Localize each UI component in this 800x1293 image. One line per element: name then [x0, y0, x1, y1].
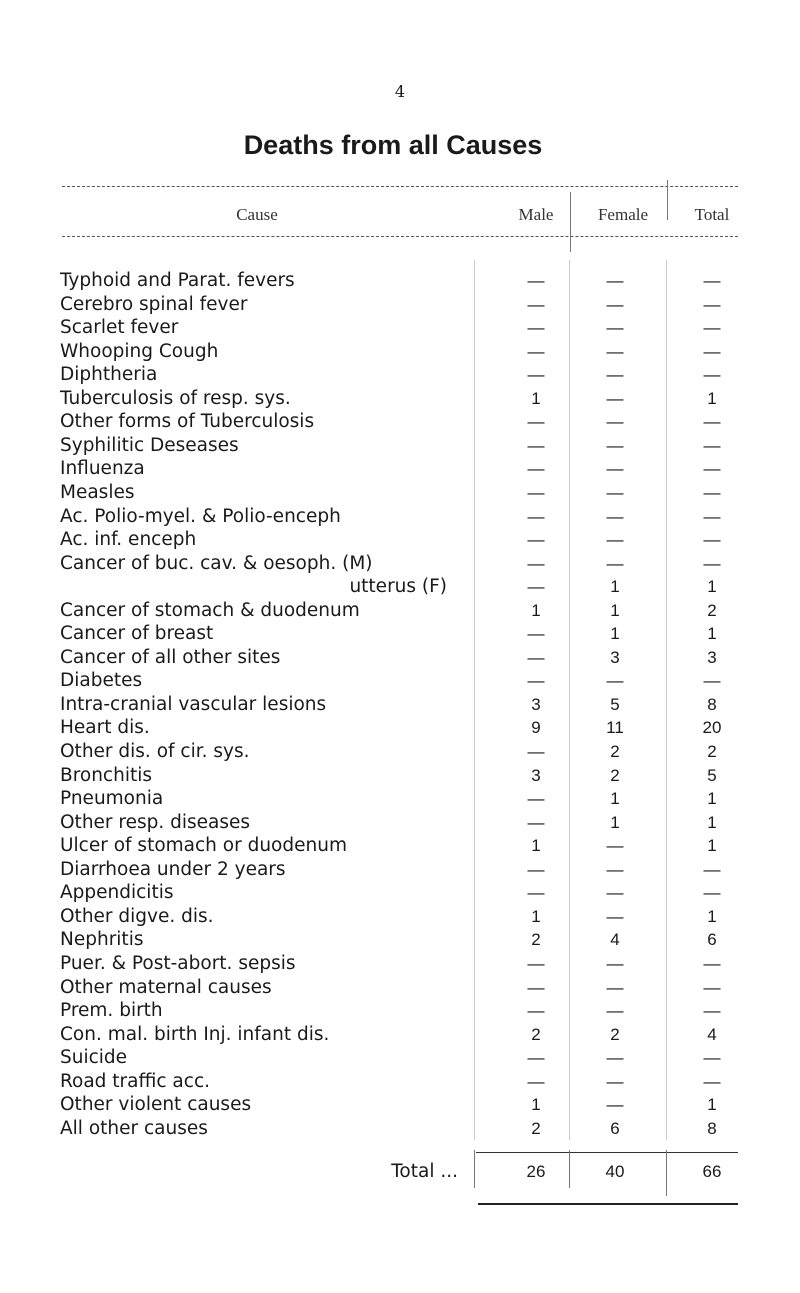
total-count: —: [703, 530, 721, 550]
total-count: —: [703, 506, 721, 526]
table-row: [0, 411, 800, 433]
totals-label: Total ...: [391, 1161, 458, 1182]
total-count: —: [703, 341, 721, 361]
female-count: —: [606, 836, 624, 856]
header-total: Total: [694, 205, 730, 224]
male-count: —: [527, 577, 545, 597]
female-count: 1: [610, 600, 620, 620]
male-count: 3: [531, 765, 541, 785]
cause-label: Other violent causes: [60, 1094, 252, 1116]
total-count: 1: [707, 388, 717, 408]
male-count: —: [527, 459, 545, 479]
cause-label: Other digve. dis.: [60, 905, 214, 927]
total-count: —: [703, 883, 721, 903]
table-row: [0, 647, 800, 669]
totals-top-rule: [476, 1152, 738, 1153]
table-row: [0, 670, 800, 692]
female-count: —: [606, 482, 624, 502]
female-count: —: [606, 318, 624, 338]
table-row: [0, 1000, 800, 1022]
male-count: —: [527, 883, 545, 903]
total-count: 1: [707, 624, 717, 644]
total-count: 1: [707, 577, 717, 597]
cause-label: Tuberculosis of resp. sys.: [60, 387, 291, 409]
table-row: [0, 882, 800, 904]
table-row: [0, 482, 800, 504]
total-count: 8: [707, 1118, 717, 1138]
totals-total: 66: [702, 1162, 722, 1181]
table-row: [0, 812, 800, 834]
cause-label: Prem. birth: [60, 1000, 163, 1022]
cause-label: Scarlet fever: [60, 317, 179, 339]
cause-label: Cancer of all other sites: [60, 646, 281, 668]
cause-label: Nephritis: [60, 929, 144, 951]
female-count: —: [606, 341, 624, 361]
table-row: [0, 529, 800, 551]
female-count: —: [606, 435, 624, 455]
page-title: Deaths from all Causes: [243, 130, 543, 160]
male-count: —: [527, 1071, 545, 1091]
cause-label: Intra-cranial vascular lesions: [60, 693, 327, 715]
separator-female-body: [569, 260, 570, 1140]
male-count: —: [527, 412, 545, 432]
male-count: —: [527, 506, 545, 526]
female-count: —: [606, 412, 624, 432]
female-count: —: [606, 530, 624, 550]
female-count: 1: [610, 577, 620, 597]
female-count: —: [606, 883, 624, 903]
separator-total-body: [666, 260, 667, 1140]
female-count: —: [606, 365, 624, 385]
female-count: —: [606, 294, 624, 314]
total-count: 1: [707, 1095, 717, 1115]
female-count: —: [606, 1048, 624, 1068]
cause-label: Cerebro spinal fever: [60, 293, 248, 315]
table-top-rule: [62, 186, 738, 187]
cause-label: Other resp. diseases: [60, 811, 251, 833]
female-count: 4: [610, 930, 620, 950]
male-count: —: [527, 365, 545, 385]
total-count: —: [703, 671, 721, 691]
table-row: [0, 835, 800, 857]
table-row: [0, 600, 800, 622]
cause-label: Appendicitis: [60, 882, 174, 904]
cause-label: Other forms of Tuberculosis: [60, 411, 315, 433]
separator-female-header: [570, 192, 571, 252]
male-count: —: [527, 1048, 545, 1068]
total-count: —: [703, 318, 721, 338]
table-row: [0, 506, 800, 528]
male-count: 1: [531, 600, 541, 620]
male-count: —: [527, 953, 545, 973]
male-count: —: [527, 977, 545, 997]
cause-label: Ac. Polio-myel. & Polio-enceph: [60, 505, 341, 527]
table-row: [0, 388, 800, 410]
female-count: —: [606, 859, 624, 879]
male-count: 3: [531, 694, 541, 714]
female-count: 2: [610, 1024, 620, 1044]
male-count: —: [527, 789, 545, 809]
table-row: [0, 694, 800, 716]
total-count: —: [703, 294, 721, 314]
table-row: [0, 270, 800, 292]
male-count: —: [527, 318, 545, 338]
total-count: —: [703, 553, 721, 573]
cause-label: Con. mal. birth Inj. infant dis.: [60, 1023, 330, 1045]
male-count: —: [527, 553, 545, 573]
female-count: 3: [610, 647, 620, 667]
table-bottom-rule: [478, 1203, 738, 1205]
female-count: —: [606, 506, 624, 526]
header-male: Male: [518, 205, 554, 224]
male-count: —: [527, 859, 545, 879]
header-female: Female: [597, 205, 649, 224]
total-count: —: [703, 859, 721, 879]
female-count: 11: [606, 718, 624, 738]
table-row: [0, 317, 800, 339]
female-count: 5: [610, 694, 620, 714]
total-count: 1: [707, 906, 717, 926]
total-count: 4: [707, 1024, 717, 1044]
total-count: 1: [707, 836, 717, 856]
table-row: [0, 623, 800, 645]
female-count: 1: [610, 789, 620, 809]
total-count: —: [703, 1001, 721, 1021]
total-count: 2: [707, 742, 717, 761]
cause-label: All other causes: [60, 1117, 208, 1139]
cause-label: Other dis. of cir. sys.: [60, 741, 250, 762]
cause-label: Other maternal causes: [60, 976, 272, 998]
total-count: 20: [702, 718, 722, 738]
male-count: —: [527, 812, 545, 832]
male-count: 9: [531, 718, 541, 738]
cause-label: Typhoid and Parat. fevers: [60, 270, 295, 291]
cause-label: Diarrhoea under 2 years: [60, 858, 286, 880]
cause-label: Ulcer of stomach or duodenum: [60, 835, 347, 857]
total-count: —: [703, 1071, 721, 1091]
table-row: [0, 458, 800, 480]
table-row: [0, 576, 800, 598]
male-count: —: [527, 341, 545, 361]
cause-label: Influenza: [60, 458, 145, 480]
male-count: —: [527, 647, 545, 667]
total-count: —: [703, 482, 721, 502]
male-count: —: [527, 435, 545, 455]
cause-label: Puer. & Post-abort. sepsis: [60, 952, 296, 974]
table-row: [0, 1094, 800, 1116]
total-count: —: [703, 271, 721, 290]
cause-label: Cancer of stomach & duodenum: [60, 599, 360, 621]
female-count: —: [606, 553, 624, 573]
female-count: —: [606, 388, 624, 408]
total-count: 1: [707, 812, 717, 832]
table-row: [0, 929, 800, 951]
table-row: [0, 1047, 800, 1069]
totals-row: [0, 1161, 800, 1183]
table-row: [0, 765, 800, 787]
cause-label: Syphilitic Deseases: [60, 434, 239, 456]
male-count: —: [527, 530, 545, 550]
cause-label: Bronchitis: [60, 764, 153, 786]
total-count: —: [703, 435, 721, 455]
table-row: [0, 953, 800, 975]
female-count: —: [606, 459, 624, 479]
cause-label: Measles: [60, 481, 135, 503]
male-count: 2: [531, 930, 541, 950]
table-row: [0, 1118, 800, 1140]
table-row: [0, 364, 800, 386]
male-count: 1: [531, 836, 541, 856]
female-count: —: [606, 953, 624, 973]
cause-label: utterus (F): [349, 576, 447, 598]
total-count: —: [703, 459, 721, 479]
total-count: 6: [707, 930, 717, 950]
separator-male-body: [474, 260, 475, 1140]
male-count: 2: [531, 1024, 541, 1044]
total-count: —: [703, 1048, 721, 1068]
male-count: —: [527, 671, 545, 691]
total-count: 2: [707, 600, 717, 620]
cause-label: Diabetes: [60, 670, 143, 692]
female-count: —: [606, 1095, 624, 1115]
male-count: 1: [531, 388, 541, 408]
total-count: —: [703, 365, 721, 385]
total-count: —: [703, 977, 721, 997]
cause-label: Whooping Cough: [60, 340, 219, 362]
male-count: —: [527, 271, 545, 290]
cause-label: Ac. inf. enceph: [60, 529, 197, 551]
table-row: [0, 1071, 800, 1093]
separator-total-header: [667, 180, 668, 220]
male-count: —: [527, 624, 545, 644]
page-number: 4: [394, 82, 406, 101]
cause-label: Suicide: [60, 1047, 128, 1069]
female-count: —: [606, 906, 624, 926]
table-row: [0, 859, 800, 881]
male-count: 1: [531, 1095, 541, 1115]
cause-label: Heart dis.: [60, 717, 150, 739]
female-count: 6: [610, 1118, 620, 1138]
table-row: [0, 553, 800, 575]
totals-female: 40: [605, 1162, 625, 1181]
female-count: —: [606, 671, 624, 691]
female-count: —: [606, 1001, 624, 1021]
female-count: 1: [610, 812, 620, 832]
table-row: [0, 741, 800, 763]
table-row: [0, 977, 800, 999]
female-count: 1: [610, 624, 620, 644]
totals-male: 26: [526, 1162, 546, 1181]
female-count: —: [606, 271, 624, 290]
male-count: —: [527, 742, 545, 761]
male-count: —: [527, 1001, 545, 1021]
header-cause: Cause: [236, 205, 278, 224]
cause-label: Road traffic acc.: [60, 1070, 210, 1092]
female-count: —: [606, 1071, 624, 1091]
total-count: —: [703, 412, 721, 432]
female-count: 2: [610, 742, 620, 761]
total-count: 3: [707, 647, 717, 667]
total-count: 8: [707, 694, 717, 714]
male-count: 1: [531, 906, 541, 926]
total-count: 5: [707, 765, 717, 785]
male-count: —: [527, 294, 545, 314]
table-row: [0, 341, 800, 363]
header-bottom-rule: [62, 236, 738, 237]
cause-label: Diphtheria: [60, 364, 158, 386]
table-row: [0, 788, 800, 810]
table-row: [0, 717, 800, 739]
cause-label: Pneumonia: [60, 788, 164, 810]
total-count: —: [703, 953, 721, 973]
male-count: —: [527, 482, 545, 502]
cause-label: Cancer of buc. cav. & oesoph. (M): [60, 552, 373, 574]
female-count: —: [606, 977, 624, 997]
table-row: [0, 906, 800, 928]
table-row: [0, 1024, 800, 1046]
total-count: 1: [707, 789, 717, 809]
male-count: 2: [531, 1118, 541, 1138]
cause-label: Cancer of breast: [60, 623, 214, 645]
table-row: [0, 435, 800, 457]
female-count: 2: [610, 765, 620, 785]
table-row: [0, 294, 800, 316]
